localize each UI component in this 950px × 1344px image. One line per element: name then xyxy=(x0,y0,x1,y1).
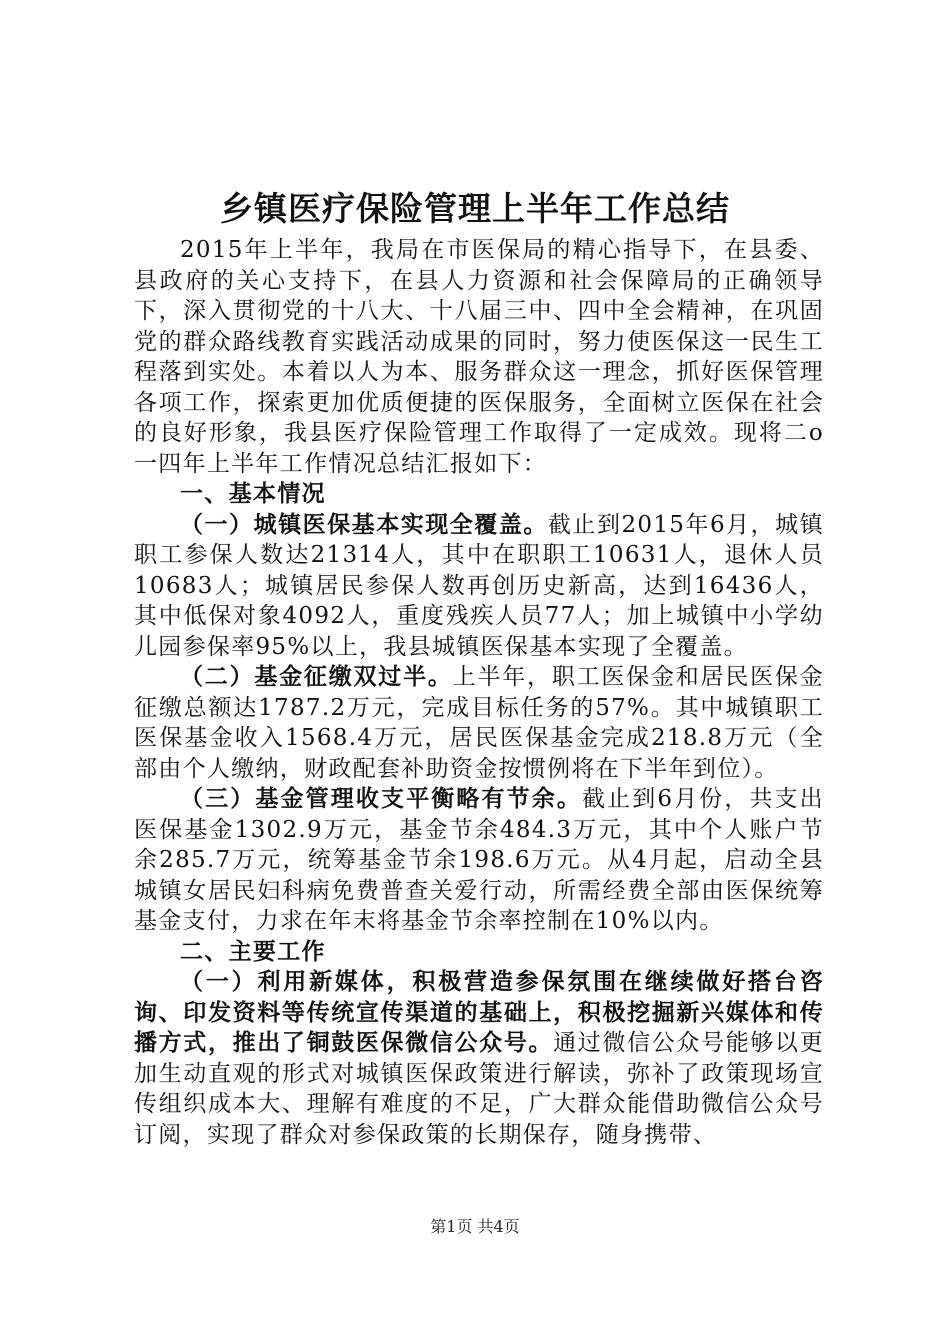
paragraph-fund-balance xyxy=(134,784,824,937)
section-heading-basic-situation: 一、基本情况 xyxy=(180,481,326,507)
paragraph-urban-coverage xyxy=(134,510,824,663)
paragraph-lead: （三）基金管理收支平衡略有节余。 xyxy=(180,786,582,812)
paragraph-lead: （一）城镇医保基本实现全覆盖。 xyxy=(180,511,548,538)
paragraph-text: 截止到6月份，共支出医保基金1302.9万元，基金节余484.3万元，其中个人账户节余285.7万元，统筹基金节余198.6万元。从4月起，启动全县城镇女居民妇科病免费普查关爱行动，所需经费全部由医保统筹基金支付，力求在年末将基金节余率控制在10%以内。 xyxy=(134,786,824,934)
document-title: 乡镇医疗保险管理上半年工作总结 xyxy=(220,189,730,228)
section-heading-main-work: 二、主要工作 xyxy=(180,938,326,965)
paragraph-fund-collection xyxy=(134,662,824,784)
paragraph-text: 通过微信公众号能够以更加生动直观的形式对城镇医保政策进行解读，弥补了政策现场宣传组织成本大、理解有难度的不足，广大群众能借助微信公众号订阅，实现了群众对参保政策的长期保存，随身携带、 xyxy=(134,1030,824,1148)
intro-paragraph: 2015年上半年，我局在市医保局的精心指导下，在县委、县政府的关心支持下，在县人力资源和社会保障局的正确领导下，深入贯彻党的十八大、十八届三中、四中全会精神，在巩固党的群众路线教育实践活动成果的同时，努力使医保这一民生工程落到实处。本着以人为本、服务群众这一理念，抓好医保管理各项工作，探索更加优质便捷的医保服务，全面树立医保在社会的良好形象，我县医疗保险管理工作取得了一定成效。现将二o一四年上半年工作情况总结汇报如下： xyxy=(134,237,824,477)
paragraph-text: 截止到2015年6月，城镇职工参保人数达21314人，其中在职职工10631人，退休人员10683人；城镇居民参保人数再创历史新高，达到16436人，其中低保对象4092人，重度残疾人员77人；加上城镇中小学幼儿园参保率95%以上，我县城镇医保基本实现了全覆盖。 xyxy=(134,511,824,660)
paragraph-lead: （二）基金征缴双过半。 xyxy=(180,664,453,690)
page-footer: 第1页 共4页 xyxy=(430,1217,520,1236)
paragraph-text: 上半年，职工医保金和居民医保金征缴总额达1787.2万元，完成目标任务的57%。其中城镇职工医保基金收入1568.4万元，居民医保基金完成218.8万元（全部由个人缴纳，财政配套补助资金按惯例将在下半年到位）。 xyxy=(134,664,824,782)
document-body xyxy=(134,235,824,1150)
paragraph-lead: （一）利用新媒体，积极营造参保氛围在继续做好搭台咨询、印发资料等传统宣传渠道的基础上，积极挖掘新兴媒体和传播方式，推出了铜鼓医保微信公众号。 xyxy=(134,969,824,1056)
paragraph-new-media xyxy=(134,967,824,1150)
